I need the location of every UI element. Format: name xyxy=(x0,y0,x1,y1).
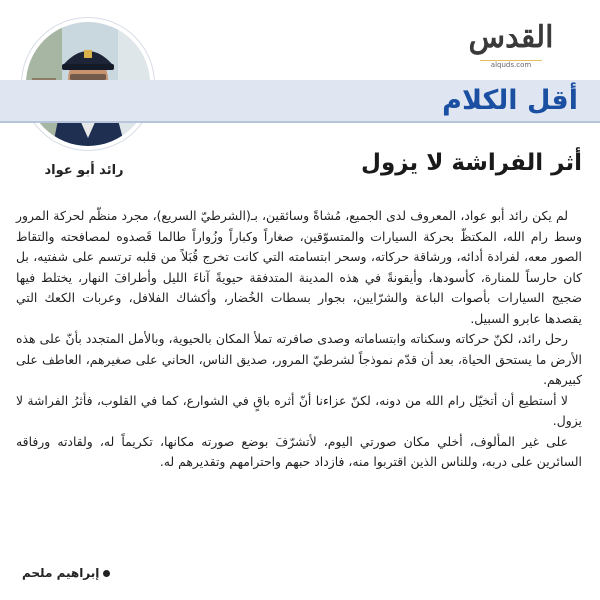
logo-wordmark: القدس xyxy=(468,20,554,55)
logo-site: alquds.com xyxy=(480,60,542,69)
article-body xyxy=(16,206,582,473)
photo-caption: رائد أبو عواد xyxy=(44,163,124,178)
article-headline: أثر الفراشة لا يزول xyxy=(360,150,582,176)
bullet-icon xyxy=(103,570,110,577)
article-paragraph: لا أستطيع أن أتخيّل رام الله من دونه، لكنّ عزاءنا أنّ أثره باقٍ في الشوارع، كما في القلوب، فأثرُ الفراشة لا يزول. xyxy=(16,392,582,428)
author-name: إبراهيم ملحم xyxy=(22,566,100,580)
section-divider xyxy=(0,121,600,123)
section-title: أقل الكلام xyxy=(442,85,578,116)
article-paragraph: رحل رائد، لكنّ حركاته وسكناته وابتساماته وصدى صافرته تملأ المكان بالحيوية، وبالأمل المتجدد بأنّ على هذه الأرض ما يستحق الحياة، بعد أن قدّم نموذجاً لشرطيّ المرور، صديق الناس، الحاني على صغيرهم، العاطف على كبيرهم. xyxy=(16,331,582,387)
article-author xyxy=(22,566,110,580)
newspaper-logo xyxy=(442,16,580,72)
article-paragraph: على غير المألوف، أخلي مكان صورتي اليوم، لأتشرّفَ بوضع صورته مكانها، تكريماً له، ولقادته ورفاقه السائرين على دربه، وللناس الذين اقتربوا منه، فازداد حبهم واحترامهم وتقديرهم له. xyxy=(16,433,582,469)
article-paragraph: لم يكن رائد أبو عواد، المعروف لدى الجميع، مُشاةً وسائقين، بـ(الشرطيّ السريع)، مجرد منظّم لحركة المرور وسط رام الله، المكتظّ بحركة السيارات والمتسوّقين، صغاراً وكباراً وزُواراً طالما قَصدوه لمصافحته والتقاط الصور معه، لفرادة أدائه، ورشاقة حركاته، وسحر ابتسامته التي كانت تخرج قُبَلاً من قلبه ترتسم على شفتيه، بل كان حارساً للمنارة، كأسودها، وأيقونةً في هذه المدينة المتدفقة حيويةً آناءَ الليل وأطرافَ النهار، يختلط فيها ضجيج السيارات بأصوات الباعة والشرّايين، بجوار بسطات الخُضار، وأكشاك الفلافل، وعربات الكعك التي يقصدها عابرو السبيل. xyxy=(16,208,582,326)
